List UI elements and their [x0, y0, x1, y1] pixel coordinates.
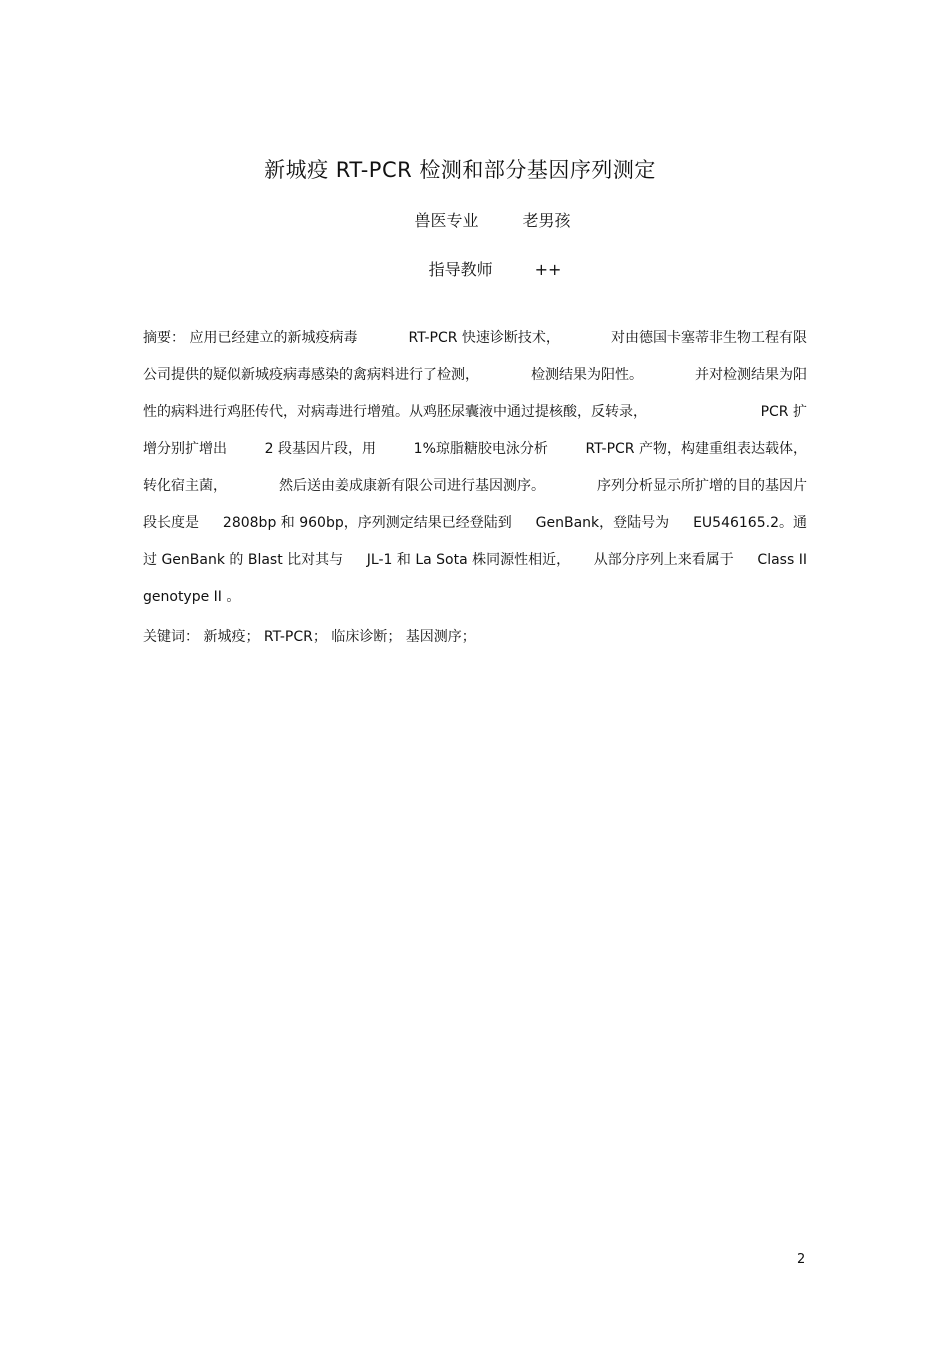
abstract-line [143, 585, 807, 622]
abstract-segment: 序列分析显示所扩增的目的基因片 [597, 478, 807, 494]
abstract-segment: Class II [757, 552, 807, 568]
abstract-line [143, 511, 807, 548]
abstract-segment: 并对检测结果为阳 [695, 367, 807, 383]
abstract-segment: 摘要： 应用已经建立的新城疫病毒 [143, 330, 358, 346]
abstract-segment: genotype II 。 [143, 589, 241, 605]
advisor-name: ++ [534, 260, 562, 279]
abstract-segment: RT-PCR 快速诊断技术， [408, 330, 560, 346]
author-line [0, 208, 950, 234]
abstract-line [143, 548, 807, 585]
document-title: 新城疫 RT-PCR 检测和部分基因序列测定 [264, 158, 656, 182]
abstract-segment: 2 段基因片段，用 [264, 441, 377, 457]
abstract-segment: 1%琼脂糖胶电泳分析 [413, 441, 548, 457]
abstract-segment: PCR 扩 [760, 404, 807, 420]
abstract-line [143, 363, 807, 400]
abstract-segment: RT-PCR 产物，构建重组表达载体， [585, 441, 807, 457]
abstract-segment: 增分别扩增出 [143, 441, 227, 457]
abstract-line [143, 326, 807, 363]
advisor-label: 指导教师 [428, 260, 493, 279]
author-name: 老男孩 [522, 211, 571, 230]
abstract-segment: 然后送由姜成康新有限公司进行基因测序。 [279, 478, 545, 494]
author-major: 兽医专业 [414, 211, 479, 230]
abstract-segment: 对由德国卡塞蒂非生物工程有限 [610, 330, 807, 346]
abstract-segment: 检测结果为阳性。 [531, 367, 643, 383]
page-number: 2 [797, 1252, 806, 1267]
abstract-segment: JL-1 和 La Sota 株同源性相近， [366, 552, 571, 568]
abstract-line [143, 474, 807, 511]
abstract-segment: 段长度是 [143, 515, 199, 531]
advisor-line [0, 257, 950, 283]
abstract-segment: 从部分序列上来看属于 [593, 552, 734, 568]
abstract-line [143, 437, 807, 474]
abstract-segment: 公司提供的疑似新城疫病毒感染的禽病料进行了检测， [143, 367, 479, 383]
abstract-segment: GenBank，登陆号为 [535, 515, 670, 531]
abstract-segment: EU546165.2。通 [693, 515, 807, 531]
abstract-segment: 2808bp 和 960bp，序列测定结果已经登陆到 [222, 515, 512, 531]
abstract-segment: 过 GenBank 的 Blast 比对其与 [143, 552, 344, 568]
abstract-segment: 性的病料进行鸡胚传代，对病毒进行增殖。从鸡胚尿囊液中通过提核酸，反转录， [143, 404, 647, 420]
abstract [143, 326, 807, 622]
keywords: 关键词： 新城疫； RT-PCR； 临床诊断； 基因测序； [143, 629, 476, 645]
abstract-line [143, 400, 807, 437]
abstract-segment: 转化宿主菌， [143, 478, 227, 494]
